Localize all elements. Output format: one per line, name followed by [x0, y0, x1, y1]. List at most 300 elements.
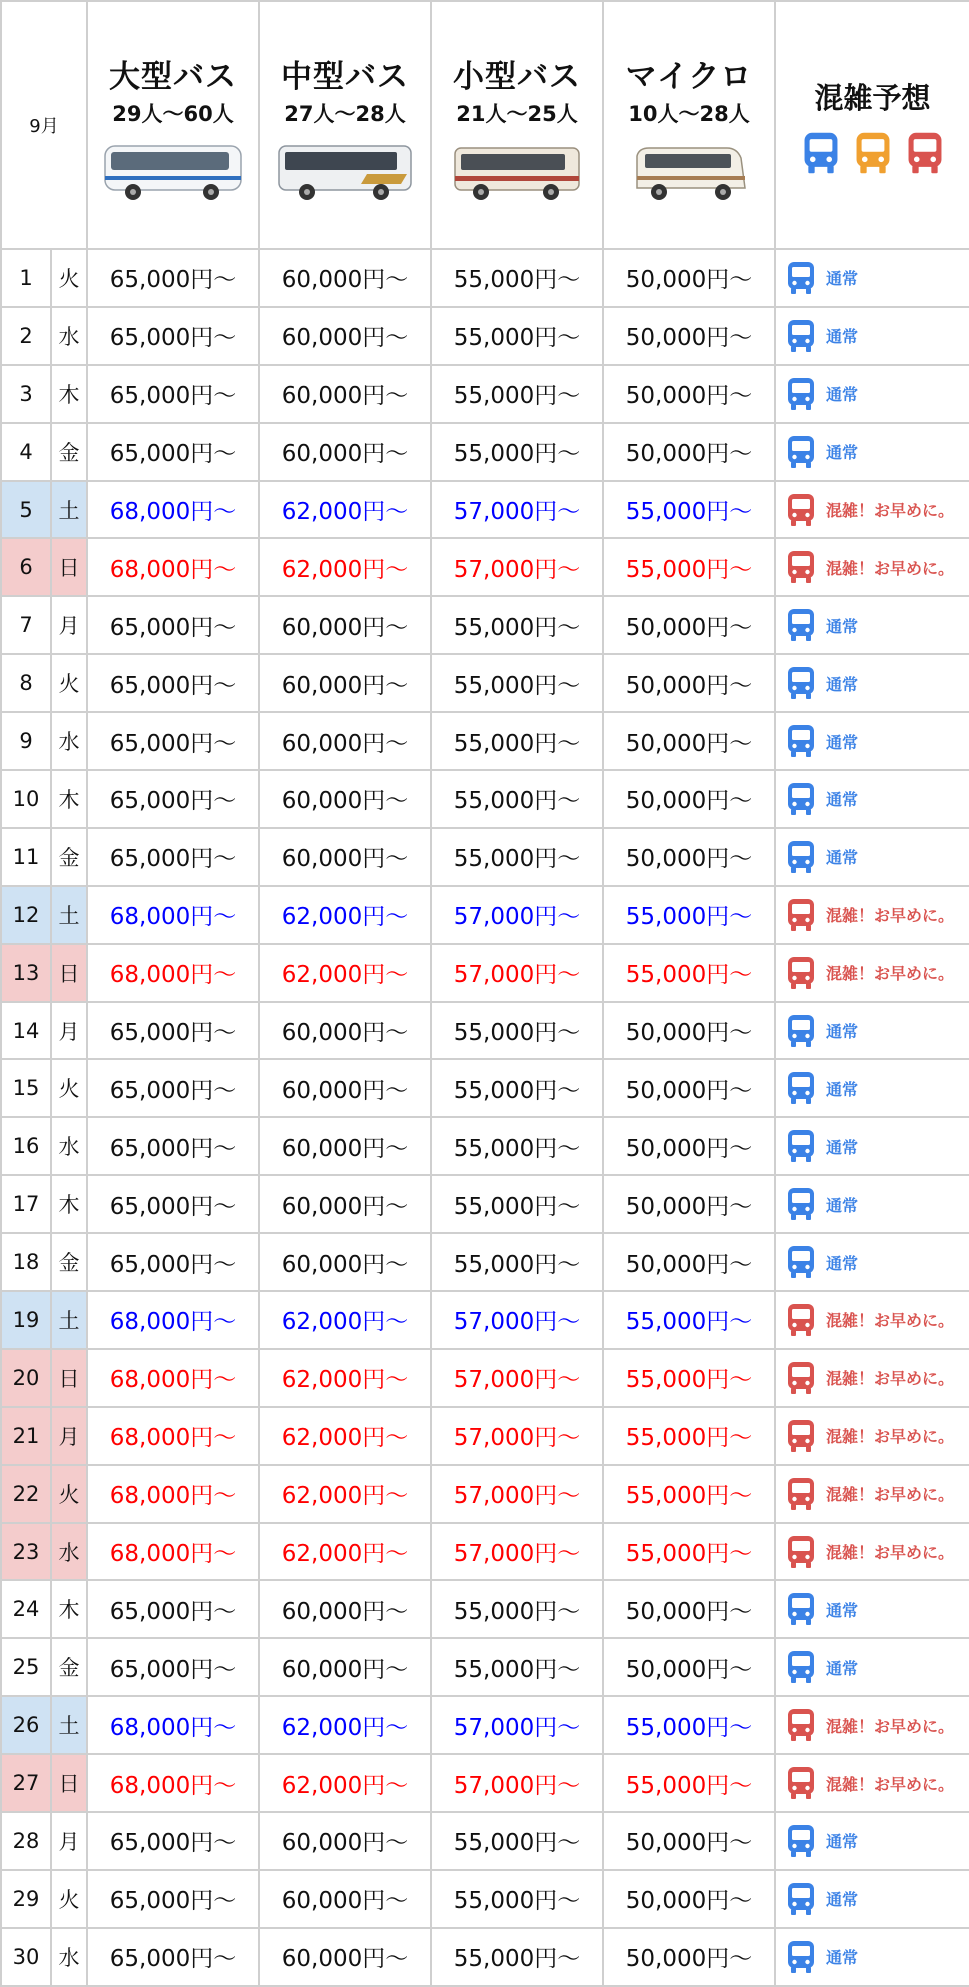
- price-cell: 55,000円〜: [603, 1349, 775, 1407]
- table-row: [1, 1638, 969, 1696]
- day-number: 13: [1, 944, 51, 1002]
- forecast-cell: [775, 1291, 969, 1349]
- weekday: 金: [51, 1233, 87, 1291]
- forecast-status: [786, 1303, 969, 1337]
- bus-type-name: 中型バス: [281, 58, 410, 95]
- weekday: 月: [51, 1002, 87, 1060]
- price-cell: 62,000円〜: [259, 1291, 431, 1349]
- forecast-status-text: 通常: [826, 1658, 859, 1678]
- weekday: 水: [51, 1928, 87, 1986]
- forecast-cell: [775, 1754, 969, 1812]
- price-cell: 60,000円〜: [259, 1117, 431, 1175]
- day-number: 28: [1, 1812, 51, 1870]
- bus-icon-blue: [786, 1187, 816, 1221]
- bus-icon-blue: [786, 1882, 816, 1916]
- weekday: 日: [51, 1754, 87, 1812]
- price-cell: 55,000円〜: [603, 1754, 775, 1812]
- forecast-status: [786, 1882, 969, 1916]
- price-cell: 55,000円〜: [431, 365, 603, 423]
- day-number: 26: [1, 1696, 51, 1754]
- price-cell: 62,000円〜: [259, 481, 431, 539]
- price-cell: 65,000円〜: [87, 1580, 259, 1638]
- forecast-cell: [775, 1117, 969, 1175]
- price-cell: 55,000円〜: [431, 1059, 603, 1117]
- price-cell: 50,000円〜: [603, 1870, 775, 1928]
- price-cell: 50,000円〜: [603, 1233, 775, 1291]
- table-row: [1, 1465, 969, 1523]
- forecast-cell: [775, 654, 969, 712]
- table-row: [1, 423, 969, 481]
- forecast-status: [786, 840, 969, 874]
- forecast-status: [786, 1361, 969, 1395]
- day-number: 20: [1, 1349, 51, 1407]
- price-cell: 60,000円〜: [259, 770, 431, 828]
- table-row: [1, 538, 969, 596]
- price-cell: 65,000円〜: [87, 596, 259, 654]
- forecast-cell: [775, 1696, 969, 1754]
- forecast-cell: [775, 1638, 969, 1696]
- forecast-status: [786, 1592, 969, 1626]
- day-number: 30: [1, 1928, 51, 1986]
- day-number: 25: [1, 1638, 51, 1696]
- price-cell: 65,000円〜: [87, 1638, 259, 1696]
- price-cell: 68,000円〜: [87, 944, 259, 1002]
- price-cell: 65,000円〜: [87, 1117, 259, 1175]
- bus-icon-blue: [786, 1245, 816, 1279]
- forecast-cell: [775, 1002, 969, 1060]
- price-cell: 68,000円〜: [87, 1465, 259, 1523]
- price-cell: 55,000円〜: [431, 1117, 603, 1175]
- bus-icon-blue: [786, 782, 816, 816]
- price-cell: 50,000円〜: [603, 1117, 775, 1175]
- price-cell: 57,000円〜: [431, 886, 603, 944]
- price-cell: 68,000円〜: [87, 886, 259, 944]
- day-number: 15: [1, 1059, 51, 1117]
- price-cell: 50,000円〜: [603, 1059, 775, 1117]
- forecast-cell: [775, 365, 969, 423]
- forecast-status-text: 混雑！お早めに。: [826, 1311, 955, 1331]
- weekday: 火: [51, 654, 87, 712]
- day-number: 24: [1, 1580, 51, 1638]
- weekday: 火: [51, 1059, 87, 1117]
- price-cell: 55,000円〜: [431, 828, 603, 886]
- forecast-cell: [775, 481, 969, 539]
- price-cell: 55,000円〜: [431, 654, 603, 712]
- weekday: 木: [51, 1175, 87, 1233]
- price-cell: 50,000円〜: [603, 1638, 775, 1696]
- forecast-cell: [775, 886, 969, 944]
- bus-type-name: マイクロ: [625, 58, 753, 95]
- price-cell: 60,000円〜: [259, 1928, 431, 1986]
- table-row: [1, 770, 969, 828]
- bus-icon-red: [786, 1535, 816, 1569]
- bus-icon-blue: [786, 261, 816, 295]
- price-cell: 50,000円〜: [603, 423, 775, 481]
- bus-type-name: 大型バス: [109, 58, 238, 95]
- table-row: [1, 1754, 969, 1812]
- forecast-status-text: 通常: [826, 848, 859, 868]
- price-cell: 65,000円〜: [87, 1233, 259, 1291]
- forecast-status-text: 通常: [826, 385, 859, 405]
- day-number: 19: [1, 1291, 51, 1349]
- forecast-status-text: 混雑！お早めに。: [826, 1774, 955, 1794]
- weekday: 土: [51, 1696, 87, 1754]
- price-cell: 62,000円〜: [259, 1407, 431, 1465]
- forecast-status: [786, 666, 969, 700]
- day-number: 18: [1, 1233, 51, 1291]
- medium-bus-photo-icon: [271, 138, 419, 204]
- weekday: 土: [51, 481, 87, 539]
- forecast-status-text: 通常: [826, 1832, 859, 1852]
- forecast-cell: [775, 1233, 969, 1291]
- forecast-cell: [775, 1928, 969, 1986]
- price-cell: 68,000円〜: [87, 1696, 259, 1754]
- forecast-status: [786, 1824, 969, 1858]
- forecast-status-text: 混雑！お早めに。: [826, 1543, 955, 1563]
- price-cell: 50,000円〜: [603, 828, 775, 886]
- price-cell: 55,000円〜: [431, 423, 603, 481]
- forecast-title: 混雑予想: [814, 80, 931, 115]
- bus-icon-blue: [786, 1940, 816, 1974]
- forecast-status: [786, 1766, 969, 1800]
- price-cell: 50,000円〜: [603, 1002, 775, 1060]
- forecast-status-text: 通常: [826, 1137, 859, 1157]
- forecast-status: [786, 1650, 969, 1684]
- price-cell: 55,000円〜: [603, 538, 775, 596]
- forecast-status-text: 混雑！お早めに。: [826, 1485, 955, 1505]
- price-cell: 65,000円〜: [87, 423, 259, 481]
- forecast-status: [786, 1129, 969, 1163]
- bus-icon-red: [786, 956, 816, 990]
- price-cell: 55,000円〜: [603, 1291, 775, 1349]
- price-cell: 57,000円〜: [431, 1349, 603, 1407]
- forecast-status-text: 通常: [826, 269, 859, 289]
- day-number: 21: [1, 1407, 51, 1465]
- forecast-cell: [775, 596, 969, 654]
- forecast-status: [786, 1940, 969, 1974]
- price-cell: 50,000円〜: [603, 1580, 775, 1638]
- micro-bus-photo-icon: [615, 138, 763, 204]
- price-cell: 65,000円〜: [87, 249, 259, 307]
- price-cell: 68,000円〜: [87, 481, 259, 539]
- price-cell: 65,000円〜: [87, 654, 259, 712]
- bus-icon-blue: [786, 840, 816, 874]
- price-cell: 62,000円〜: [259, 1523, 431, 1581]
- forecast-status-text: 通常: [826, 1890, 859, 1910]
- day-number: 11: [1, 828, 51, 886]
- table-row: [1, 712, 969, 770]
- bus-icon-blue: [786, 1824, 816, 1858]
- forecast-status: [786, 1245, 969, 1279]
- price-cell: 65,000円〜: [87, 1059, 259, 1117]
- day-number: 6: [1, 538, 51, 596]
- bus-icon-blue: [786, 1071, 816, 1105]
- table-row: [1, 1349, 969, 1407]
- price-cell: 62,000円〜: [259, 1754, 431, 1812]
- price-cell: 68,000円〜: [87, 1754, 259, 1812]
- table-row: [1, 654, 969, 712]
- price-cell: 65,000円〜: [87, 828, 259, 886]
- forecast-cell: [775, 712, 969, 770]
- price-cell: 60,000円〜: [259, 307, 431, 365]
- price-cell: 68,000円〜: [87, 1349, 259, 1407]
- table-row: [1, 307, 969, 365]
- price-cell: 55,000円〜: [431, 712, 603, 770]
- bus-icon-red: [906, 131, 944, 175]
- forecast-status: [786, 1071, 969, 1105]
- forecast-status: [786, 319, 969, 353]
- forecast-status: [786, 435, 969, 469]
- price-cell: 62,000円〜: [259, 1696, 431, 1754]
- table-row: [1, 944, 969, 1002]
- price-cell: 62,000円〜: [259, 1465, 431, 1523]
- day-number: 17: [1, 1175, 51, 1233]
- price-cell: 60,000円〜: [259, 1870, 431, 1928]
- price-cell: 60,000円〜: [259, 596, 431, 654]
- weekday: 火: [51, 1870, 87, 1928]
- forecast-cell: [775, 770, 969, 828]
- weekday: 月: [51, 596, 87, 654]
- forecast-status: [786, 956, 969, 990]
- bus-capacity: 10人〜28人: [628, 101, 750, 126]
- table-row: [1, 1117, 969, 1175]
- table-row: [1, 1928, 969, 1986]
- bus-type-name: 小型バス: [453, 58, 582, 95]
- forecast-status-text: 混雑！お早めに。: [826, 1369, 955, 1389]
- weekday: 日: [51, 944, 87, 1002]
- forecast-status: [786, 1535, 969, 1569]
- price-cell: 62,000円〜: [259, 944, 431, 1002]
- forecast-cell: [775, 423, 969, 481]
- price-cell: 57,000円〜: [431, 1291, 603, 1349]
- price-cell: 60,000円〜: [259, 1175, 431, 1233]
- bus-capacity: 21人〜25人: [456, 101, 578, 126]
- header-small-bus: [431, 1, 603, 249]
- price-cell: 55,000円〜: [431, 249, 603, 307]
- price-cell: 60,000円〜: [259, 423, 431, 481]
- bus-icon-orange: [854, 131, 892, 175]
- weekday: 土: [51, 886, 87, 944]
- price-cell: 50,000円〜: [603, 654, 775, 712]
- forecast-status: [786, 1708, 969, 1742]
- table-row: [1, 1523, 969, 1581]
- bus-icon-red: [786, 550, 816, 584]
- table-row: [1, 1059, 969, 1117]
- table-row: [1, 1407, 969, 1465]
- price-cell: 60,000円〜: [259, 654, 431, 712]
- table-row: [1, 1812, 969, 1870]
- price-cell: 55,000円〜: [431, 1175, 603, 1233]
- forecast-status-text: 混雑！お早めに。: [826, 558, 955, 578]
- forecast-status-text: 混雑！お早めに。: [826, 1716, 955, 1736]
- weekday: 木: [51, 770, 87, 828]
- bus-icon-blue: [786, 1650, 816, 1684]
- weekday: 水: [51, 1117, 87, 1175]
- bus-icon-blue: [786, 724, 816, 758]
- price-cell: 57,000円〜: [431, 1407, 603, 1465]
- price-cell: 57,000円〜: [431, 944, 603, 1002]
- price-cell: 50,000円〜: [603, 365, 775, 423]
- price-cell: 55,000円〜: [603, 1407, 775, 1465]
- price-cell: 50,000円〜: [603, 307, 775, 365]
- forecast-status: [786, 1419, 969, 1453]
- forecast-status-text: 通常: [826, 1195, 859, 1215]
- table-row: [1, 1870, 969, 1928]
- forecast-legend: [776, 131, 969, 175]
- table-row: [1, 1002, 969, 1060]
- forecast-status-text: 混雑！お早めに。: [826, 501, 955, 520]
- price-cell: 55,000円〜: [603, 1696, 775, 1754]
- price-cell: 55,000円〜: [431, 1233, 603, 1291]
- table-header-row: [1, 1, 969, 249]
- weekday: 金: [51, 423, 87, 481]
- forecast-cell: [775, 1465, 969, 1523]
- forecast-cell: [775, 1812, 969, 1870]
- day-number: 10: [1, 770, 51, 828]
- price-cell: 55,000円〜: [603, 1465, 775, 1523]
- day-number: 8: [1, 654, 51, 712]
- day-number: 5: [1, 481, 51, 539]
- forecast-status-text: 通常: [826, 1253, 859, 1273]
- bus-icon-red: [786, 1477, 816, 1511]
- price-cell: 65,000円〜: [87, 365, 259, 423]
- price-cell: 60,000円〜: [259, 1580, 431, 1638]
- price-cell: 57,000円〜: [431, 538, 603, 596]
- price-cell: 55,000円〜: [431, 1812, 603, 1870]
- bus-icon-blue: [786, 435, 816, 469]
- forecast-cell: [775, 828, 969, 886]
- bus-icon-red: [786, 1303, 816, 1337]
- weekday: 火: [51, 249, 87, 307]
- forecast-status: [786, 550, 969, 584]
- bus-icon-blue: [786, 1014, 816, 1048]
- price-cell: 65,000円〜: [87, 1928, 259, 1986]
- forecast-status: [786, 1477, 969, 1511]
- day-number: 3: [1, 365, 51, 423]
- price-cell: 57,000円〜: [431, 1465, 603, 1523]
- weekday: 木: [51, 365, 87, 423]
- month-label: 9月: [1, 1, 87, 249]
- price-cell: 50,000円〜: [603, 249, 775, 307]
- price-cell: 50,000円〜: [603, 1812, 775, 1870]
- price-cell: 60,000円〜: [259, 712, 431, 770]
- day-number: 29: [1, 1870, 51, 1928]
- forecast-status-text: 通常: [826, 443, 859, 463]
- bus-icon-red: [786, 1419, 816, 1453]
- price-cell: 62,000円〜: [259, 886, 431, 944]
- forecast-cell: [775, 1523, 969, 1581]
- table-row: [1, 1175, 969, 1233]
- forecast-cell: [775, 1580, 969, 1638]
- price-cell: 65,000円〜: [87, 1002, 259, 1060]
- price-cell: 60,000円〜: [259, 1059, 431, 1117]
- price-cell: 57,000円〜: [431, 481, 603, 539]
- forecast-status: [786, 261, 969, 295]
- bus-icon-blue: [786, 319, 816, 353]
- price-cell: 68,000円〜: [87, 1291, 259, 1349]
- forecast-status: [786, 898, 969, 932]
- forecast-status-text: 通常: [826, 1948, 859, 1968]
- forecast-cell: [775, 538, 969, 596]
- day-number: 16: [1, 1117, 51, 1175]
- price-cell: 57,000円〜: [431, 1696, 603, 1754]
- price-cell: 50,000円〜: [603, 770, 775, 828]
- price-cell: 55,000円〜: [603, 481, 775, 539]
- day-number: 9: [1, 712, 51, 770]
- price-cell: 50,000円〜: [603, 1175, 775, 1233]
- price-cell: 60,000円〜: [259, 1638, 431, 1696]
- bus-icon-blue: [802, 131, 840, 175]
- day-number: 14: [1, 1002, 51, 1060]
- forecast-cell: [775, 307, 969, 365]
- price-cell: 50,000円〜: [603, 596, 775, 654]
- weekday: 月: [51, 1407, 87, 1465]
- table-row: [1, 596, 969, 654]
- forecast-status-text: 通常: [826, 674, 859, 694]
- price-cell: 60,000円〜: [259, 365, 431, 423]
- price-cell: 55,000円〜: [603, 1523, 775, 1581]
- weekday: 日: [51, 538, 87, 596]
- forecast-status: [786, 608, 969, 642]
- table-body: [1, 249, 969, 1986]
- weekday: 火: [51, 1465, 87, 1523]
- day-number: 12: [1, 886, 51, 944]
- forecast-cell: [775, 1870, 969, 1928]
- price-cell: 55,000円〜: [431, 1928, 603, 1986]
- forecast-status-text: 混雑！お早めに。: [826, 1427, 955, 1447]
- price-cell: 68,000円〜: [87, 538, 259, 596]
- table-row: [1, 886, 969, 944]
- weekday: 水: [51, 1523, 87, 1581]
- forecast-cell: [775, 1407, 969, 1465]
- price-cell: 65,000円〜: [87, 1812, 259, 1870]
- forecast-cell: [775, 1059, 969, 1117]
- forecast-status: [786, 493, 969, 527]
- bus-icon-blue: [786, 608, 816, 642]
- small-bus-photo-icon: [443, 138, 591, 204]
- price-cell: 55,000円〜: [431, 1638, 603, 1696]
- day-number: 7: [1, 596, 51, 654]
- price-cell: 57,000円〜: [431, 1754, 603, 1812]
- header-medium-bus: [259, 1, 431, 249]
- header-large-bus: [87, 1, 259, 249]
- bus-icon-blue: [786, 377, 816, 411]
- price-cell: 68,000円〜: [87, 1523, 259, 1581]
- price-cell: 62,000円〜: [259, 1349, 431, 1407]
- bus-icon-blue: [786, 666, 816, 700]
- price-cell: 60,000円〜: [259, 1812, 431, 1870]
- forecast-cell: [775, 1175, 969, 1233]
- price-cell: 55,000円〜: [431, 1580, 603, 1638]
- forecast-status: [786, 377, 969, 411]
- price-cell: 55,000円〜: [431, 1870, 603, 1928]
- price-cell: 65,000円〜: [87, 307, 259, 365]
- weekday: 金: [51, 828, 87, 886]
- table-row: [1, 365, 969, 423]
- forecast-status-text: 通常: [826, 790, 859, 810]
- price-cell: 55,000円〜: [431, 307, 603, 365]
- bus-icon-blue: [786, 1129, 816, 1163]
- price-cell: 55,000円〜: [603, 886, 775, 944]
- price-cell: 57,000円〜: [431, 1523, 603, 1581]
- table-row: [1, 1696, 969, 1754]
- forecast-status-text: 通常: [826, 327, 859, 347]
- forecast-status-text: 通常: [826, 1022, 859, 1042]
- day-number: 4: [1, 423, 51, 481]
- forecast-status-text: 混雑！お早めに。: [826, 906, 955, 926]
- weekday: 水: [51, 712, 87, 770]
- price-cell: 50,000円〜: [603, 1928, 775, 1986]
